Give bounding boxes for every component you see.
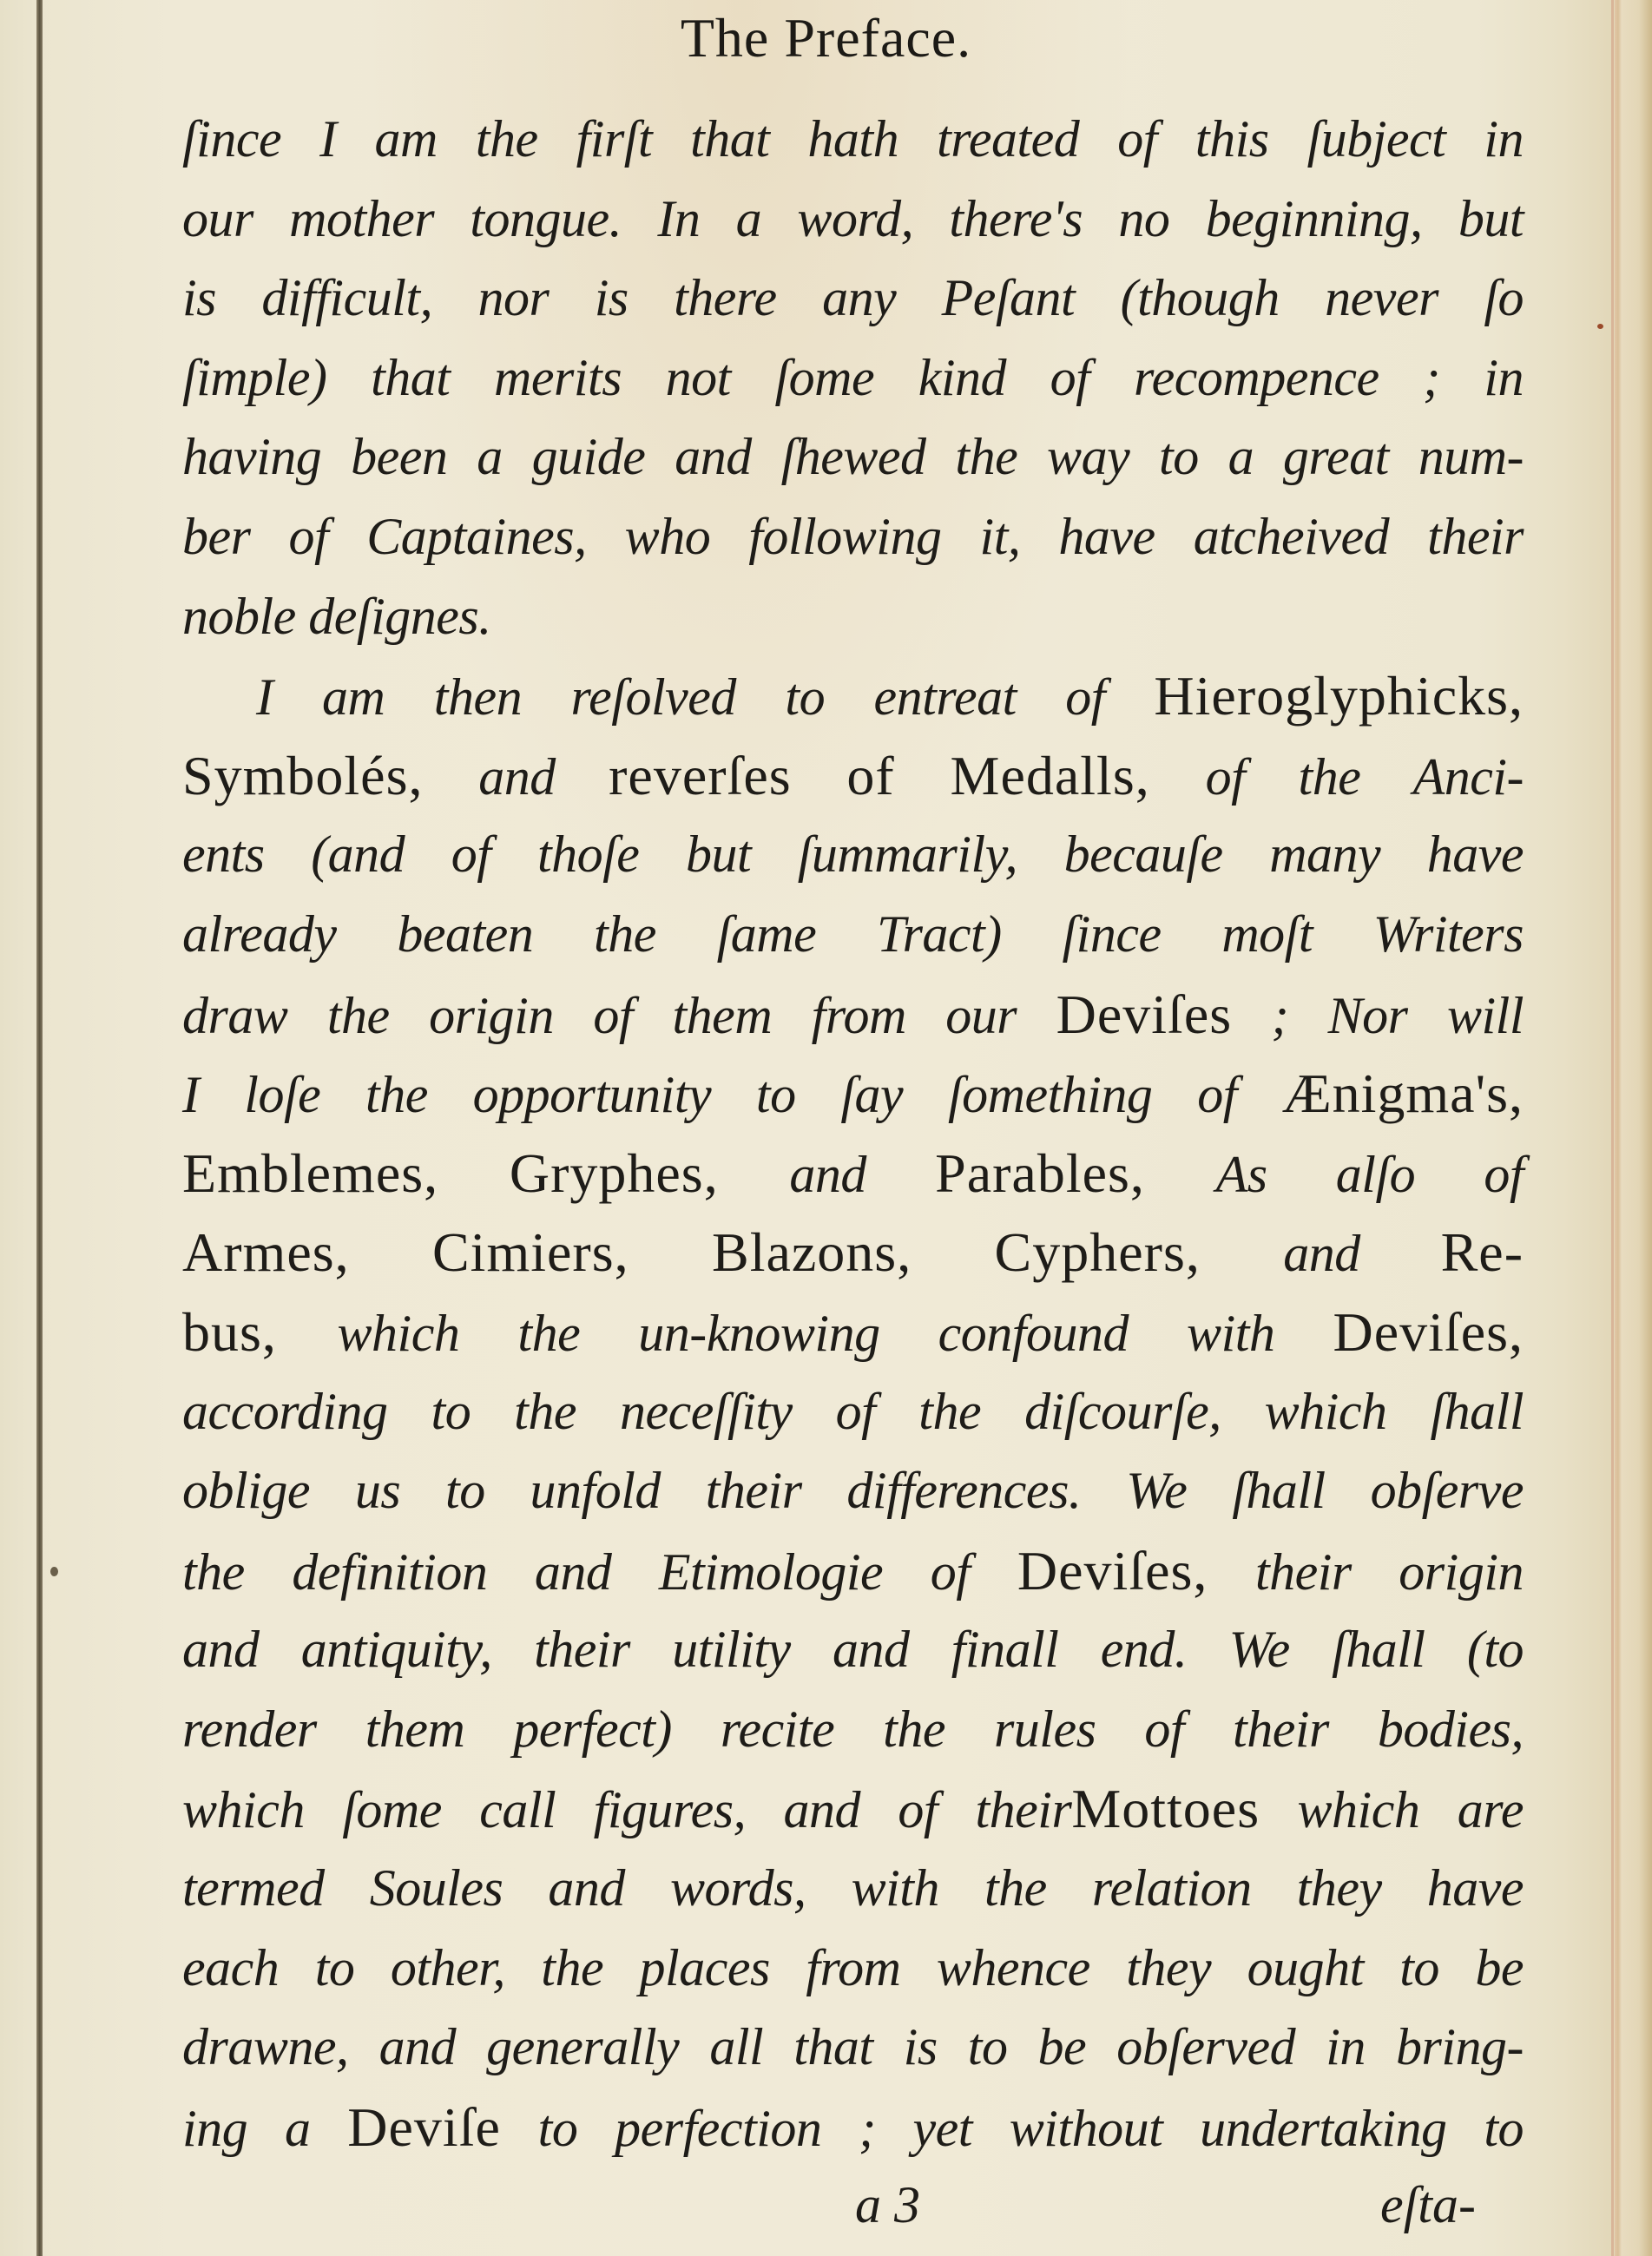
roman-text: Re- xyxy=(1440,1221,1524,1284)
italic-text: ents (and of thoſe but ſummarily, becauſe many have xyxy=(182,825,1524,884)
italic-text: I loſe the opportunity to ſay ſomething of xyxy=(182,1066,1282,1124)
italic-text: and xyxy=(478,747,609,806)
italic-text: each to other, the places from whence they ought to be xyxy=(182,1938,1524,1996)
italic-text: is difficult, nor is there any Peſant (though never ſo xyxy=(182,269,1524,327)
italic-text: As alſo of xyxy=(1215,1145,1524,1203)
text-line xyxy=(182,1134,1524,1214)
text-line xyxy=(182,1610,1524,1690)
text-line xyxy=(182,815,1524,895)
roman-text: Symbolés, xyxy=(182,744,479,806)
text-line xyxy=(182,259,1524,339)
ink-speck xyxy=(50,1567,58,1576)
italic-text: to perfection ; yet without undertaking to xyxy=(500,2099,1524,2157)
roman-text: Parables, xyxy=(935,1141,1216,1204)
italic-text: the definition and Etimologie of xyxy=(182,1542,1017,1601)
text-line xyxy=(182,736,1524,816)
italic-text: drawne, and generally all that is to be obſerved in bring- xyxy=(182,2018,1524,2076)
text-line xyxy=(182,180,1524,260)
signature-mark: a 3 xyxy=(855,2176,920,2233)
text-line xyxy=(182,1849,1524,1929)
roman-text: reverſes of Medalls, xyxy=(609,744,1206,806)
italic-text: our mother tongue. In a word, there's no beginning, but xyxy=(182,189,1524,247)
text-line xyxy=(182,1929,1524,2009)
roman-text: Deviſes, xyxy=(1017,1539,1208,1602)
text-line xyxy=(182,1054,1524,1134)
fore-edge-line xyxy=(1611,0,1614,2256)
text-line xyxy=(182,1531,1524,1611)
roman-text: Hieroglyphicks, xyxy=(1154,665,1524,727)
text-line xyxy=(182,2008,1524,2088)
italic-text: their origin xyxy=(1208,1542,1524,1601)
italic-text: I am then reſolved to entreat of xyxy=(256,668,1155,727)
italic-text: which ſome call figures, and of their xyxy=(182,1781,1072,1839)
text-line xyxy=(182,100,1524,180)
roman-text: Mottoes xyxy=(1071,1778,1260,1840)
ink-speck xyxy=(1597,324,1603,329)
roman-text: bus, xyxy=(182,1300,338,1363)
italic-text: having been a guide and ſhewed the way to a great num- xyxy=(182,428,1524,486)
italic-text: which the un-knowing confound with xyxy=(337,1304,1333,1362)
roman-text: Deviſes xyxy=(1056,983,1233,1045)
text-line xyxy=(182,1451,1524,1531)
italic-text: of the Anci- xyxy=(1205,747,1524,806)
text-line xyxy=(182,1372,1524,1452)
text-line xyxy=(182,975,1524,1055)
page-footer xyxy=(0,2161,1652,2248)
roman-text: Ænigma's, xyxy=(1281,1062,1524,1125)
italic-text: ber of Captaines, who following it, have atcheived their xyxy=(182,507,1524,565)
italic-text: ſimple) that merits not ſome kind of recompence ; in xyxy=(182,348,1524,406)
roman-text: Deviſes, xyxy=(1333,1300,1524,1363)
text-line xyxy=(182,497,1524,577)
text-line xyxy=(182,1690,1524,1770)
italic-text: according to the neceſſity of the diſcourſe, which ſhall xyxy=(182,1382,1524,1440)
text-line xyxy=(182,895,1524,975)
roman-text: Deviſe xyxy=(347,2095,501,2158)
roman-text: Armes, Cimiers, Blazons, Cyphers, xyxy=(182,1221,1284,1284)
text-line xyxy=(182,1213,1524,1292)
italic-text: oblige us to unfold their differences. We ſhall obſerve xyxy=(182,1462,1524,1520)
italic-text: and antiquity, their utility and finall end. We ſhall (to xyxy=(182,1621,1524,1679)
italic-text: draw the origin of them from our xyxy=(182,986,1056,1044)
italic-text: ing a xyxy=(182,2099,348,2157)
text-line xyxy=(182,418,1524,497)
italic-text: noble deſignes. xyxy=(182,587,491,645)
gutter-rule xyxy=(36,0,43,2256)
italic-text: termed Soules and words, with the relation they have xyxy=(182,1859,1524,1917)
text-line xyxy=(182,577,1524,657)
body-text xyxy=(182,100,1524,2167)
running-head: The Preface. xyxy=(680,7,972,69)
fore-edge xyxy=(1615,0,1652,2256)
italic-text: ; Nor will xyxy=(1232,986,1524,1044)
text-line xyxy=(182,1769,1524,1849)
text-line xyxy=(182,2088,1524,2167)
italic-text: which are xyxy=(1260,1781,1524,1839)
roman-text: Emblemes, Gryphes, xyxy=(182,1141,790,1204)
italic-text: render them perfect) recite the rules of their bodies, xyxy=(182,1700,1524,1758)
text-line xyxy=(182,656,1524,736)
italic-text: already beaten the ſame Tract) ſince moſt Writers xyxy=(182,904,1524,963)
italic-text: and xyxy=(1283,1225,1441,1283)
italic-text: and xyxy=(789,1145,936,1203)
catchword: eſta- xyxy=(1380,2176,1476,2233)
italic-text: ſince I am the firſt that hath treated of this ſubject in xyxy=(182,110,1524,168)
text-line xyxy=(182,339,1524,418)
text-line xyxy=(182,1292,1524,1372)
